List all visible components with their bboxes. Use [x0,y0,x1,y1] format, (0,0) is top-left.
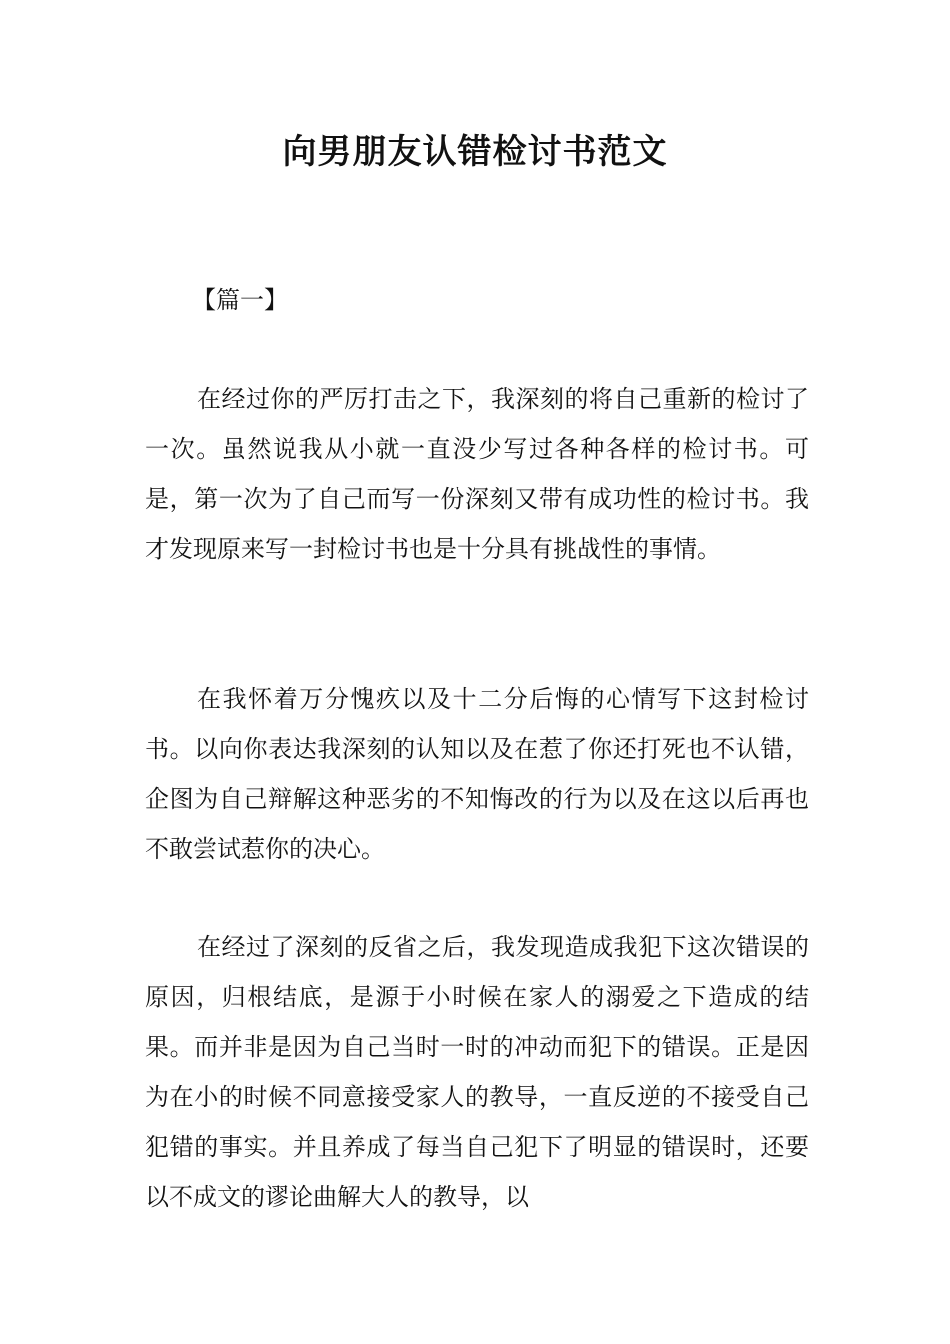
paragraph-3: 在经过了深刻的反省之后，我发现造成我犯下这次错误的原因，归根结底，是源于小时候在家人的溺爱之下造成的结果。而并非是因为自己当时一时的冲动而犯下的错误。正是因为在小的时候不同意接受家人的教导，一直反逆的不接受自己犯错的事实。并且养成了每当自己犯下了明显的错误时，还要以不成文的谬论曲解大人的教导，以 [145,933,809,1211]
paragraph-2: 在我怀着万分愧疚以及十二分后悔的心情写下这封检讨书。以向你表达我深刻的认知以及在惹了你还打死也不认错，企图为自己辩解这种恶劣的不知悔改的行为以及在这以后再也不敢尝试惹你的决心。 [145,685,809,863]
paragraph-1: 在经过你的严厉打击之下，我深刻的将自己重新的检讨了一次。虽然说我从小就一直没少写过各种各样的检讨书。可是，第一次为了自己而写一份深刻又带有成功性的检讨书。我才发现原来写一封检讨书也是十分具有挑战性的事情。 [145,385,809,563]
document-title: 向男朋友认错检讨书范文 [282,132,668,172]
section-label: 【篇一】 [192,286,288,314]
